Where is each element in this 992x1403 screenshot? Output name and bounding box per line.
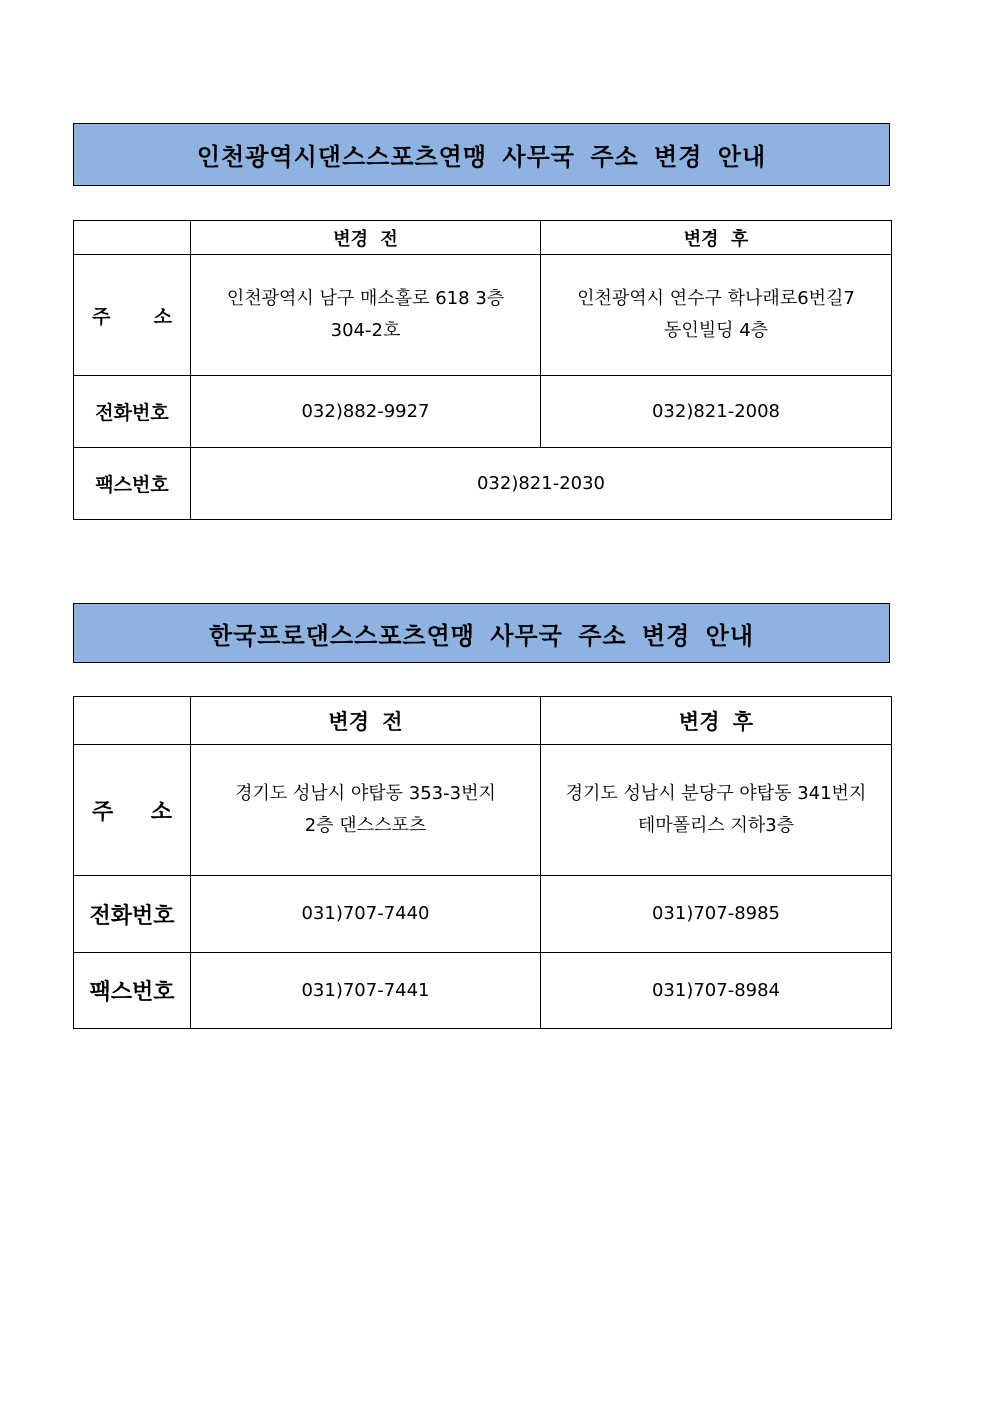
section2-title: 한국프로댄스스포츠연맹 사무국 주소 변경 안내 — [208, 621, 755, 650]
address-before — [191, 255, 541, 376]
address-before-line: 인천광역시 남구 매소홀로 618 3층 — [226, 288, 505, 309]
address-row — [74, 745, 892, 876]
address-label — [74, 745, 191, 876]
phone-row — [74, 876, 892, 953]
section2-title-banner — [73, 603, 890, 663]
fax-label: 팩스번호 — [74, 953, 191, 1029]
phone-after: 031)707-8985 — [541, 876, 892, 953]
table-header-row — [74, 221, 892, 255]
header-after: 변경 후 — [541, 221, 892, 255]
address-row — [74, 255, 892, 376]
section1-title-banner — [73, 123, 890, 186]
address-before — [191, 745, 541, 876]
header-blank-cell — [74, 697, 191, 745]
phone-after: 032)821-2008 — [541, 376, 892, 448]
address-before-line: 경기도 성남시 야탑동 353-3번지 — [235, 783, 496, 804]
fax-row — [74, 448, 892, 520]
section1-title: 인천광역시댄스스포츠연맹 사무국 주소 변경 안내 — [196, 143, 767, 171]
address-label — [74, 255, 191, 376]
fax-value: 032)821-2030 — [191, 448, 892, 520]
header-after: 변경 후 — [541, 697, 892, 745]
address-after-line: 인천광역시 연수구 학나래로6번길7 — [577, 288, 855, 309]
header-before: 변경 전 — [191, 697, 541, 745]
fax-label: 팩스번호 — [74, 448, 191, 520]
fax-after: 031)707-8984 — [541, 953, 892, 1029]
section2-table — [73, 696, 892, 1029]
address-before-line: 2층 댄스스포츠 — [304, 815, 427, 836]
fax-row — [74, 953, 892, 1029]
address-after-line: 동인빌딩 4층 — [663, 320, 769, 341]
address-label-char: 주 — [92, 305, 111, 328]
table-header-row — [74, 697, 892, 745]
section1-table — [73, 220, 892, 520]
address-label-char: 소 — [153, 305, 172, 328]
phone-label: 전화번호 — [74, 376, 191, 448]
address-label-char: 주 — [92, 799, 114, 825]
header-before: 변경 전 — [191, 221, 541, 255]
phone-row — [74, 376, 892, 448]
phone-before: 032)882-9927 — [191, 376, 541, 448]
address-after — [541, 745, 892, 876]
phone-before: 031)707-7440 — [191, 876, 541, 953]
phone-label: 전화번호 — [74, 876, 191, 953]
address-after — [541, 255, 892, 376]
address-before-line: 304-2호 — [330, 320, 401, 341]
fax-before: 031)707-7441 — [191, 953, 541, 1029]
address-label-char: 소 — [150, 799, 172, 825]
address-after-line: 경기도 성남시 분당구 야탑동 341번지 — [565, 783, 867, 804]
header-blank-cell — [74, 221, 191, 255]
address-after-line: 테마폴리스 지하3층 — [637, 815, 795, 836]
